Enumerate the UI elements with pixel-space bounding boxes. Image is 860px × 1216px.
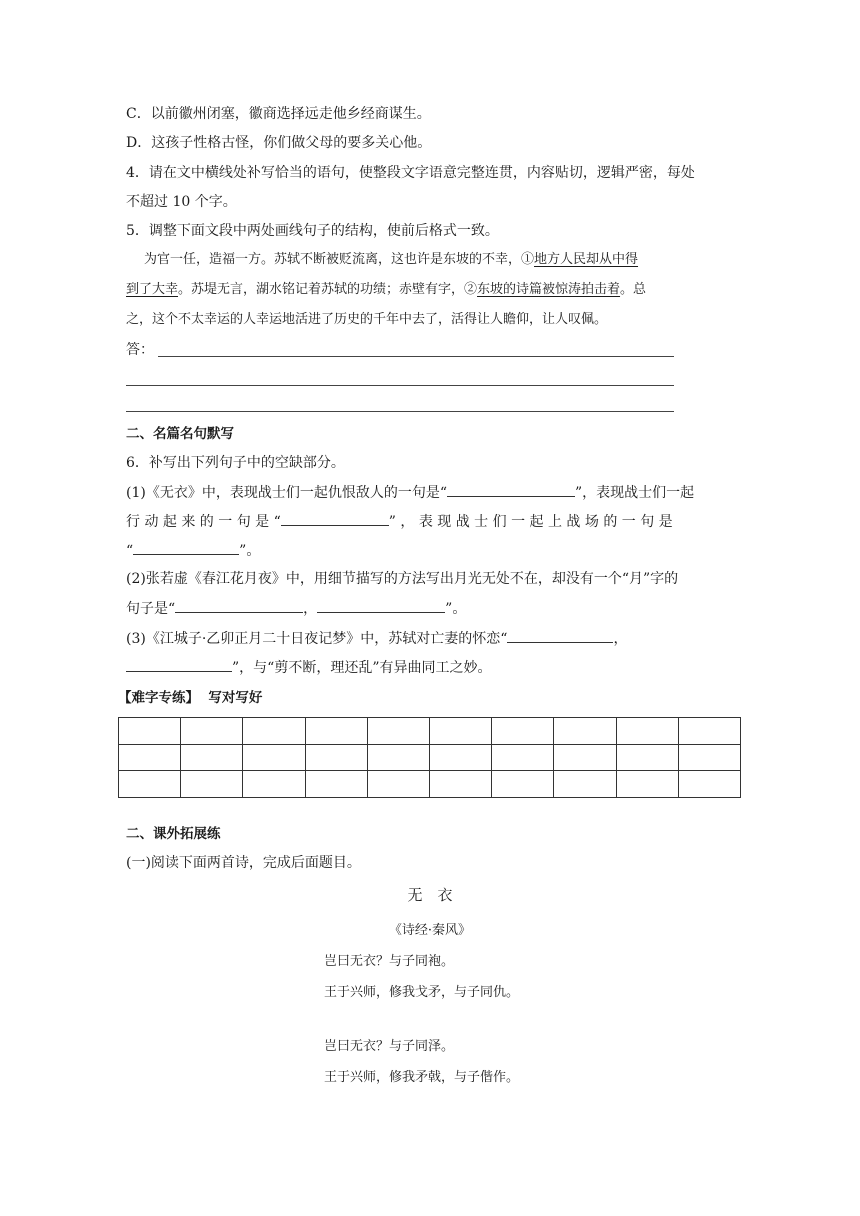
grid-cell[interactable] [492,771,554,798]
item-1-text: ”。 [239,543,261,559]
grid-cell[interactable] [119,744,181,771]
item-1-text: (1)《无衣》中，表现战士们一起仇恨敌人的一句是“ [126,485,447,501]
option-c: C．以前徽州闭塞，徽商选择远走他乡经商谋生。 [126,106,431,122]
item-1-text: ”，表现战士们一起 [575,485,695,501]
grid-cell[interactable] [554,744,616,771]
poem-title: 无 衣 [407,886,453,904]
grid-cell[interactable] [429,718,491,745]
poem-line: 王于兴师，修我矛戟，与子偕作。 [324,1070,520,1085]
blank-7[interactable] [126,657,232,672]
grid-cell[interactable] [678,718,740,745]
item-2-text: ， [303,601,318,617]
underlined-sentence-2: 东坡的诗篇被惊涛拍击着 [477,282,621,297]
item-3-text: ”，与“剪不断，理还乱”有异曲同工之妙。 [232,660,492,676]
item-1-text: “ [126,543,134,559]
grid-cell[interactable] [305,771,367,798]
poem-line: 王于兴师，修我戈矛，与子同仇。 [324,985,520,1000]
grid-cell[interactable] [616,771,678,798]
item-2-text: ”。 [445,601,467,617]
grid-cell[interactable] [678,744,740,771]
grid-cell[interactable] [181,744,243,771]
grid-cell[interactable] [119,718,181,745]
item-3-line-2 [126,657,491,678]
passage-text: 为官一任，造福一方。苏轼不断被贬流离，这也许是东坡的不幸，① [144,252,535,267]
passage-text: 。总 [620,282,647,297]
item-1-line-3 [126,540,260,561]
blank-4[interactable] [175,598,303,613]
passage-line-2 [126,280,646,300]
question-4-line-2: 不超过 10 个字。 [126,194,237,210]
poem-line: 岂曰无衣？与子同泽。 [324,1039,455,1054]
answer-line-1 [158,356,674,357]
question-4-line-1: 4．请在文中横线处补写恰当的语句，使整段文字语意完整连贯，内容贴切，逻辑严密，每处 [126,165,695,181]
grid-cell[interactable] [181,771,243,798]
grid-cell[interactable] [367,771,429,798]
poem-line: 岂曰无衣？与子同袍。 [324,954,455,969]
passage-line-1 [144,250,638,270]
item-1-text: 行 动 起 来 的 一 句 是 “ [126,514,281,530]
grid-cell[interactable] [492,744,554,771]
grid-cell[interactable] [243,771,305,798]
answer-line-3 [126,411,674,412]
item-1-text: ” ， 表 现 战 士 们 一 起 上 战 场 的 一 句 是 [388,514,673,530]
grid-cell[interactable] [616,718,678,745]
item-2-text: 句子是“ [126,601,176,617]
writing-grid [118,717,741,798]
grid-cell[interactable] [305,744,367,771]
item-2-line-1: (2)张若虚《春江花月夜》中，用细节描写的方法写出月光无处不在，却没有一个“月”字的 [126,571,679,587]
item-3-line-1 [126,628,627,649]
grid-cell[interactable] [243,744,305,771]
answer-label: 答： [126,342,154,358]
grid-cell[interactable] [367,718,429,745]
grid-cell[interactable] [429,771,491,798]
passage-line-3: 之，这个不太幸运的人幸运地活进了历史的千年中去了，活得让人瞻仰，让人叹佩。 [126,312,608,327]
question-6-prompt: 6．补写出下列句子中的空缺部分。 [126,455,345,471]
option-d: D．这孩子性格古怪，你们做父母的要多关心他。 [126,135,432,151]
item-1-line-2 [126,511,673,532]
grid-row [119,744,741,771]
grid-row [119,771,741,798]
item-1-line-1 [126,482,694,503]
section-3-title: 二、课外拓展练 [126,826,221,842]
item-3-text: ， [613,631,628,647]
blank-6[interactable] [507,628,613,643]
hard-chars-heading [118,688,262,708]
blank-1[interactable] [447,482,575,497]
passage-text: 。苏堤无言，湖水铭记着苏轼的功绩；赤壁有字，② [178,282,478,297]
reading-intro: (一)阅读下面两首诗，完成后面题目。 [126,855,361,871]
blank-5[interactable] [317,598,445,613]
grid-cell[interactable] [429,744,491,771]
item-3-text: (3)《江城子·乙卯正月二十日夜记梦》中，苏轼对亡妻的怀恋“ [126,631,508,647]
hard-chars-subtitle: 写对写好 [208,690,263,706]
grid-cell[interactable] [492,718,554,745]
grid-row [119,718,741,745]
blank-3[interactable] [133,540,239,555]
hard-chars-title: 【难字专练】 [118,690,199,706]
grid-cell[interactable] [554,718,616,745]
grid-cell[interactable] [119,771,181,798]
grid-cell[interactable] [243,718,305,745]
section-2-title: 二、名篇名句默写 [126,426,234,442]
grid-cell[interactable] [181,718,243,745]
answer-line-2 [126,385,674,386]
item-2-line-2 [126,598,466,619]
poem-source: 《诗经·秦风》 [388,923,472,938]
blank-2[interactable] [281,511,389,526]
underlined-sentence-1-end: 到了大幸 [126,282,179,297]
grid-cell[interactable] [554,771,616,798]
grid-cell[interactable] [616,744,678,771]
underlined-sentence-1: 地方人民却从中得 [534,252,639,267]
grid-cell[interactable] [678,771,740,798]
question-5-prompt: 5．调整下面文段中两处画线句子的结构，使前后格式一致。 [126,223,499,239]
grid-cell[interactable] [305,718,367,745]
grid-cell[interactable] [367,744,429,771]
